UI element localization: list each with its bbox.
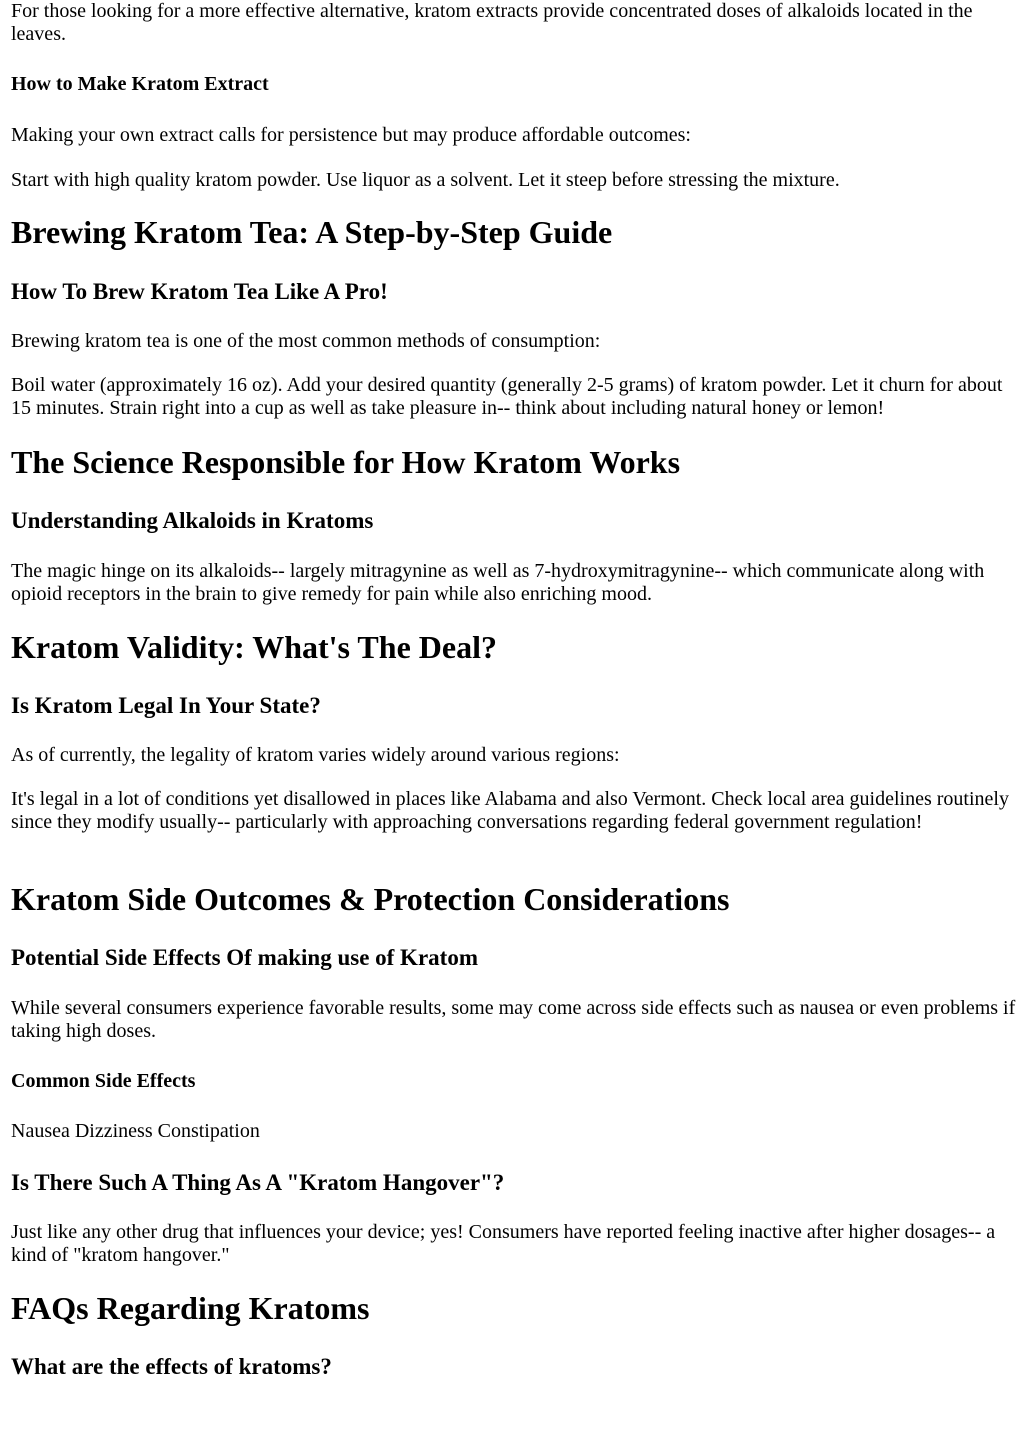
legality-body: It's legal in a lot of conditions yet disallowed in places like Alabama and also Vermont. Check local area guidelines routinely since they modify usually-- particularly with approaching conversations regarding federal government regulation! <box>11 788 1009 833</box>
legality-intro: As of currently, the legality of kratom varies widely around various regions: <box>11 744 620 766</box>
brewing-subheading: How To Brew Kratom Tea Like A Pro! <box>11 279 388 304</box>
science-body: The magic hinge on its alkaloids-- largely mitragynine as well as 7-hydroxymitragynine-- which communicate along with opioid receptors in the brain to give remedy for pain while also enriching mood. <box>11 560 985 605</box>
brewing-heading: Brewing Kratom Tea: A Step-by-Step Guide <box>11 214 613 250</box>
brewing-intro: Brewing kratom tea is one of the most common methods of consumption: <box>11 330 601 352</box>
side-effects-heading: Kratom Side Outcomes & Protection Considerations <box>11 881 730 917</box>
side-effects-subheading: Potential Side Effects Of making use of Kratom <box>11 945 478 970</box>
side-effects-body: While several consumers experience favorable results, some may come across side effects such as nausea or even problems if taking high doses. <box>11 997 1016 1042</box>
legality-subheading: Is Kratom Legal In Your State? <box>11 693 321 718</box>
make-extract-steps: Start with high quality kratom powder. Use liquor as a solvent. Let it steep before stressing the mixture. <box>11 169 840 191</box>
legality-heading: Kratom Validity: What's The Deal? <box>11 629 497 665</box>
science-subheading: Understanding Alkaloids in Kratoms <box>11 508 374 533</box>
make-extract-heading: How to Make Kratom Extract <box>11 73 269 95</box>
make-extract-intro: Making your own extract calls for persistence but may produce affordable outcomes: <box>11 124 691 146</box>
faq-question-effects: What are the effects of kratoms? <box>11 1354 332 1379</box>
hangover-body: Just like any other drug that influences your device; yes! Consumers have reported feeling inactive after higher dosages-- a kind of "kratom hangover." <box>11 1221 996 1266</box>
science-heading: The Science Responsible for How Kratom Works <box>11 444 681 480</box>
extract-intro-paragraph: For those looking for a more effective alternative, kratom extracts provide concentrated doses of alkaloids located in the leaves. <box>11 0 973 45</box>
hangover-heading: Is There Such A Thing As A "Kratom Hangover"? <box>11 1170 505 1195</box>
common-side-effects-list: Nausea Dizziness Constipation <box>11 1120 260 1142</box>
common-side-effects-heading: Common Side Effects <box>11 1070 196 1092</box>
brewing-steps: Boil water (approximately 16 oz). Add your desired quantity (generally 2-5 grams) of kratom powder. Let it churn for about 15 minutes. Strain right into a cup as well as take pleasure in-- think about including natural honey or lemon! <box>11 374 1003 419</box>
faqs-heading: FAQs Regarding Kratoms <box>11 1290 370 1326</box>
